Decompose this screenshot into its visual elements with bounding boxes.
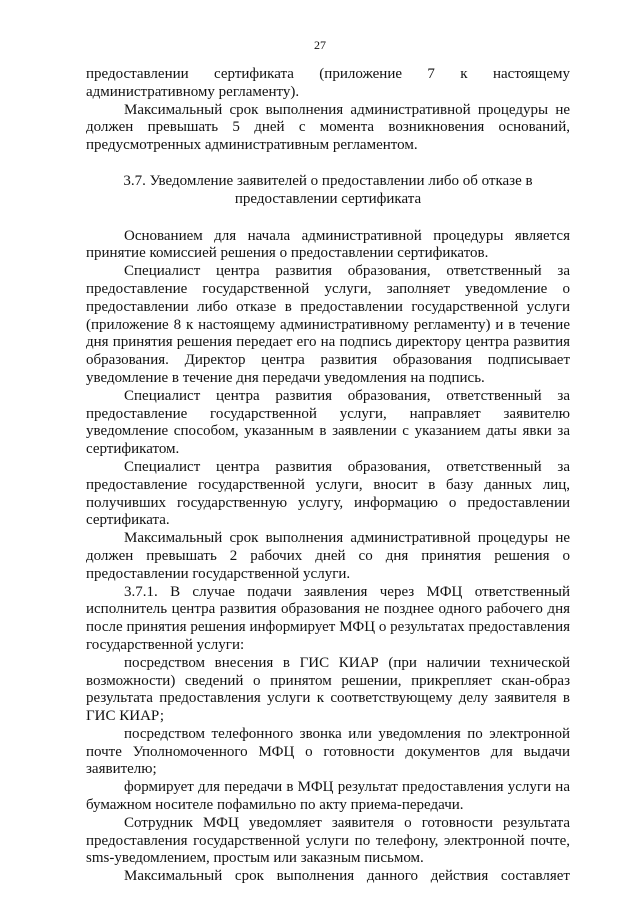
list-item-phone-email: посредством телефонного звонка или уведомления по электронной почте Уполномоченного МФЦ о готовности документов для выдачи заявителю; [86, 725, 570, 778]
list-item-gis-kiar: посредством внесения в ГИС КИАР (при наличии технической возможности) сведений о принятом решении, прикрепляет скан-образ результата предоставления услуги к соответствующему делу заявителя в ГИС КИАР; [86, 654, 570, 725]
section-heading-3-7: 3.7. Уведомление заявителей о предоставлении либо об отказе в предоставлении сертификата [123, 172, 533, 207]
paragraph-certificate-appendix: предоставлении сертификата (приложение 7 к настоящему административному регламенту). [86, 66, 570, 100]
page-number: 27 [314, 38, 326, 52]
paragraph-max-term-5-days: Максимальный срок выполнения административной процедуры не должен превышать 5 дней с момента возникновения оснований, предусмотренных административным регламентом. [86, 101, 570, 154]
paragraph-max-term-action: Максимальный срок выполнения данного действия составляет [124, 868, 570, 885]
list-item-paper-transfer: формирует для передачи в МФЦ результат предоставления услуги на бумажном носителе пофамильно по акту приема-передачи. [86, 779, 570, 814]
document-body [86, 66, 570, 904]
spacer [86, 209, 570, 228]
paragraph-mfc-employee-notifies: Сотрудник МФЦ уведомляет заявителя о готовности результата предоставления государственной услуги по телефону, электронной почте, sms-уведомлением, простым или заказным письмом. [86, 814, 570, 867]
paragraph-3-7-1-mfc: 3.7.1. В случае подачи заявления через МФЦ ответственный исполнитель центра развития образования не позднее одного рабочего дня после принятия решения информирует МФЦ о результатах предоставления государственной услуги: [86, 583, 570, 653]
paragraph-specialist-fills-notice: Специалист центра развития образования, ответственный за предоставление государственной услуги, заполняет уведомление о предоставлении либо отказе в предоставлении государственной услуги (приложение 8 к настоящему административному регламенту) и в течение дня принятия решения передает его на подпись директору центра развития образования. Директор центра развития образования подписывает уведомление в течение дня передачи уведомления на подпись. [86, 263, 570, 386]
paragraph-specialist-database: Специалист центра развития образования, ответственный за предоставление государственной услуги, вносит в базу данных лиц, получивших государственную услугу, информацию о предоставлении сертификата. [86, 458, 570, 529]
paragraph-max-term-2-days: Максимальный срок выполнения административной процедуры не должен превышать 2 рабочих дней со дня принятия решения о предоставлении государственной услуги. [86, 530, 570, 582]
paragraph-specialist-sends-notice: Специалист центра развития образования, ответственный за предоставление государственной услуги, направляет заявителю уведомление способом, указанным в заявлении с указанием даты явки за сертификатом. [86, 387, 570, 458]
paragraph-basis: Основанием для начала административной процедуры является принятие комиссией решения о предоставлении сертификатов. [86, 227, 570, 262]
spacer [86, 155, 570, 173]
